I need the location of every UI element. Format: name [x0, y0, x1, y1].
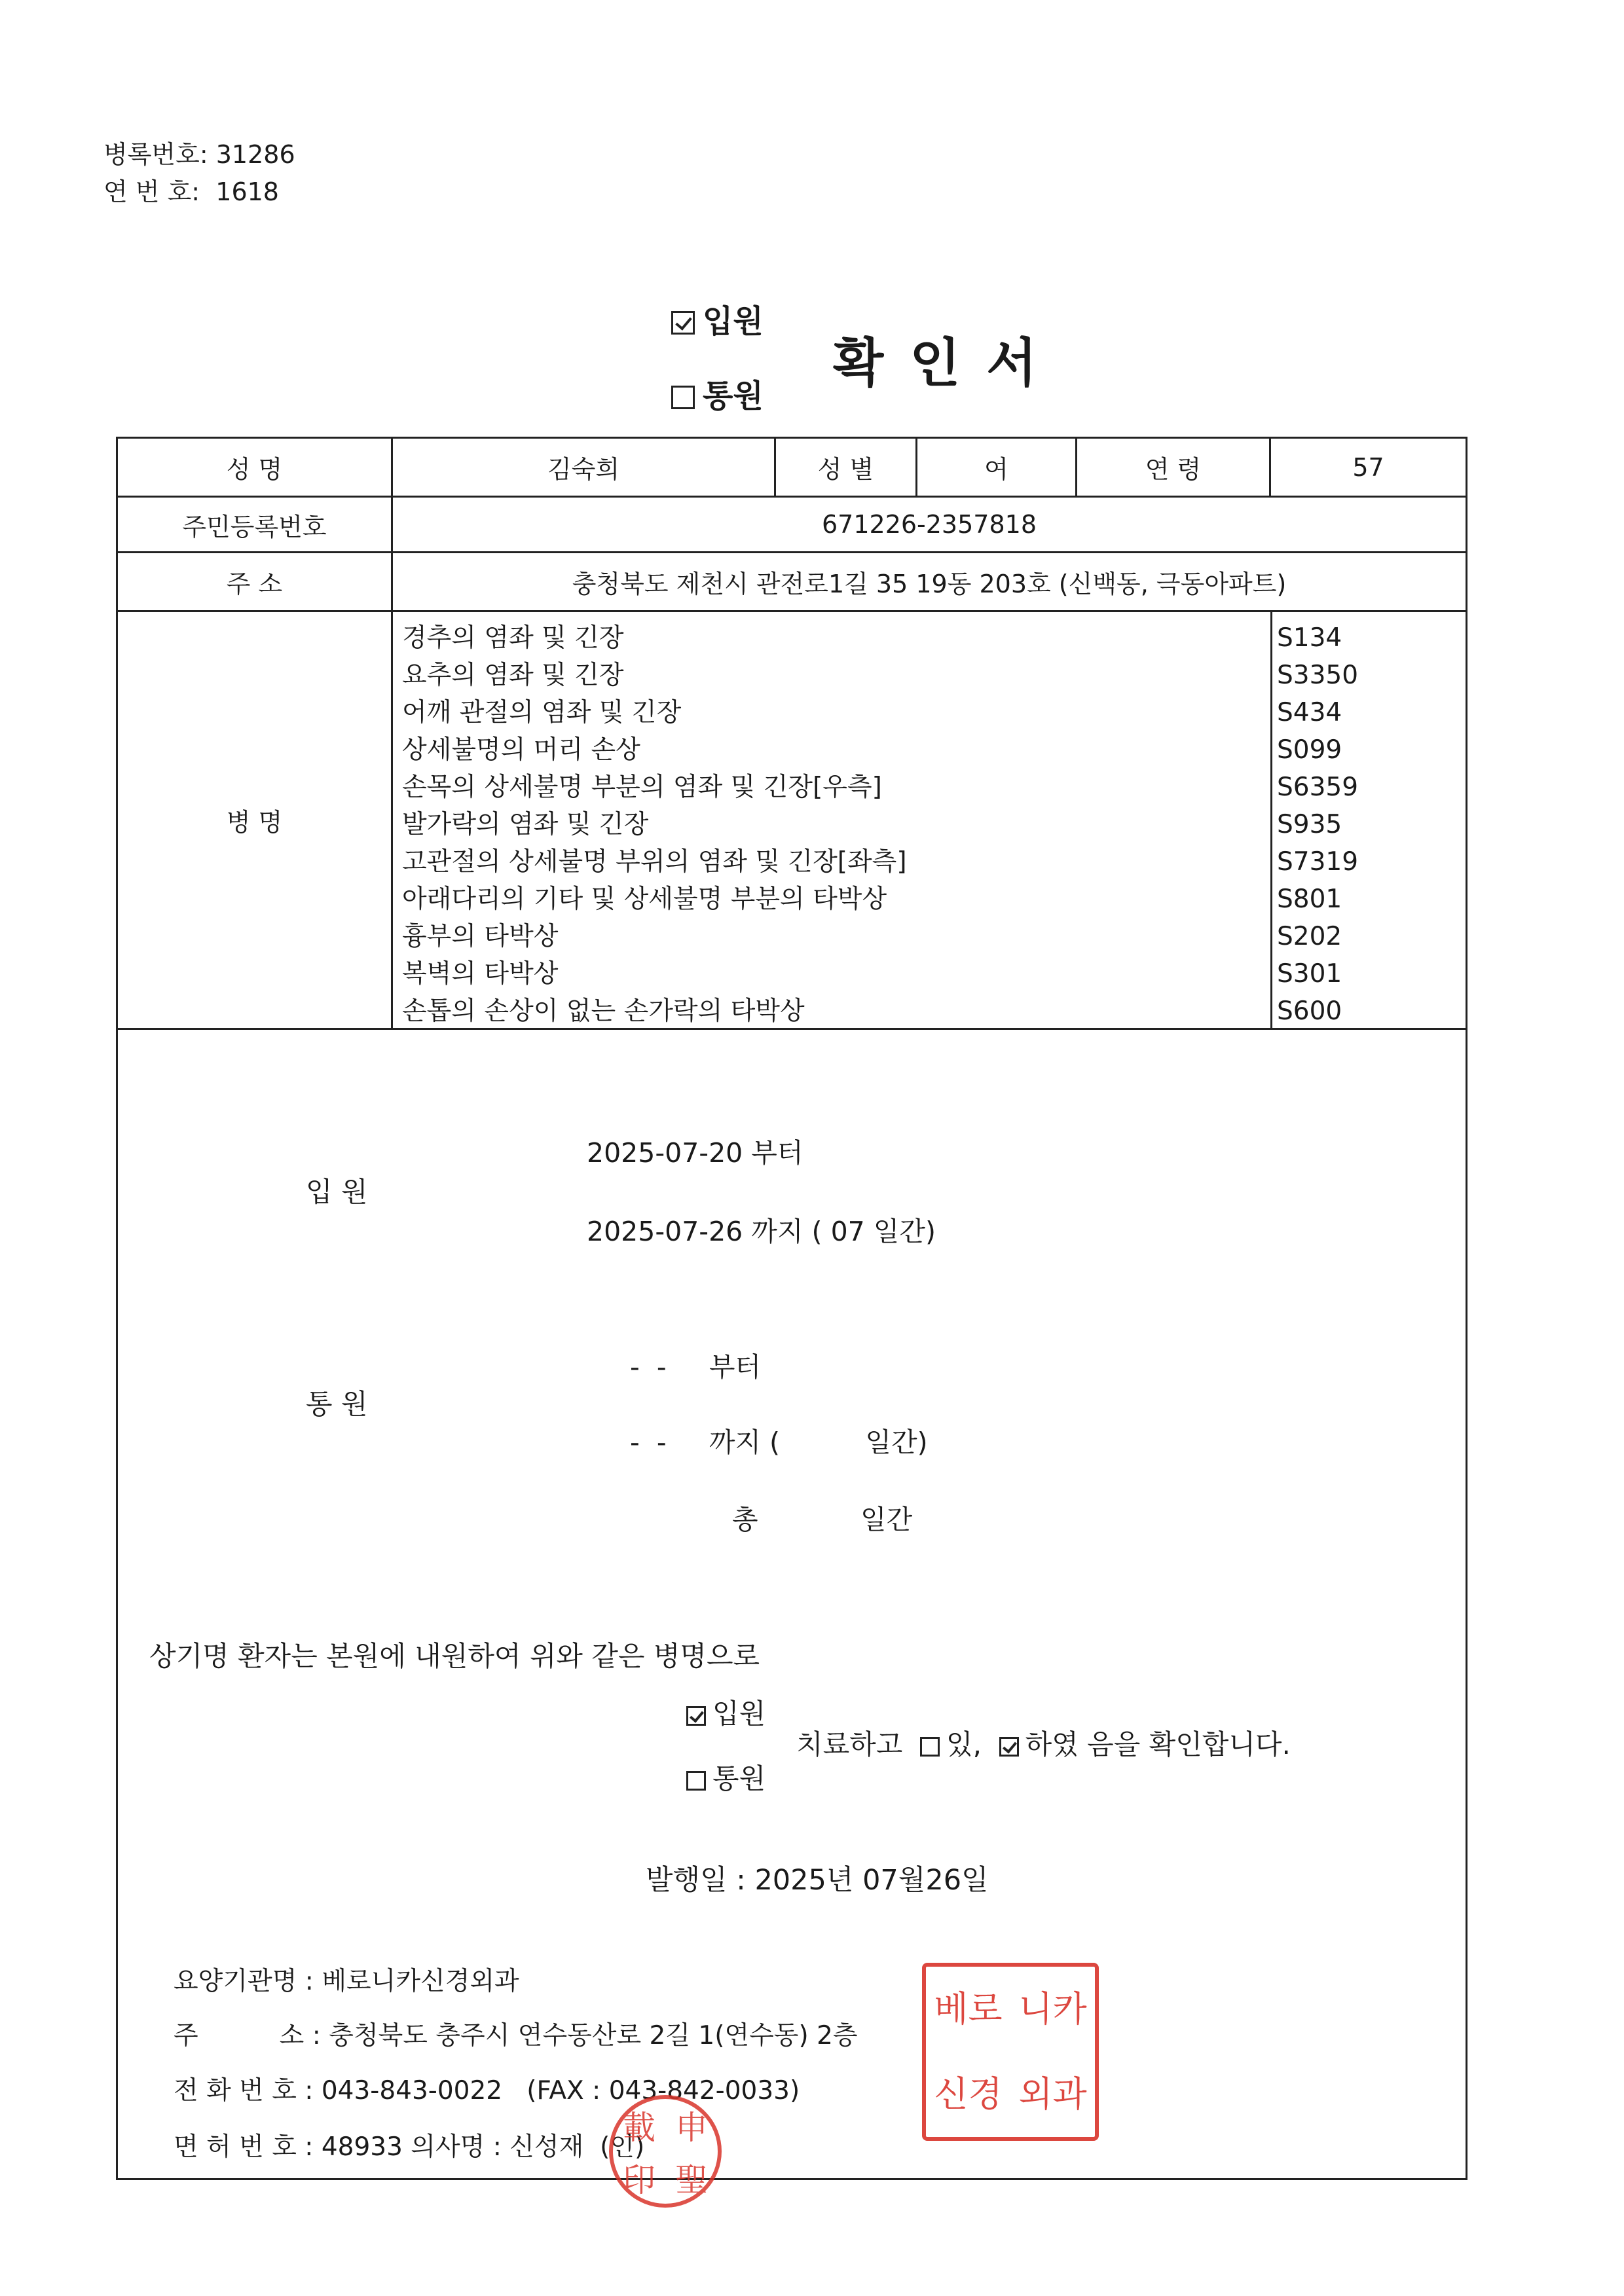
statement-option-inpatient: 입원 [686, 1692, 766, 1732]
diagnosis-code: S935 [1277, 810, 1342, 839]
diagnosis-code: S7319 [1277, 847, 1359, 877]
name-label: 성 명 [226, 455, 283, 484]
patient-sex: 여 [984, 455, 1008, 484]
clinic-name-line: 요양기관명 : 베로니카신경외과 [174, 1967, 519, 1996]
diagnosis-item: 손톱의 손상이 없는 손가락의 타박상 [402, 996, 805, 1026]
diagnosis-item: 아래다리의 기타 및 상세불명 부분의 타박상 [402, 884, 887, 914]
address-label: 주 소 [226, 570, 283, 598]
diagnosis-label: 병 명 [226, 808, 283, 837]
inpatient-to: 2025-07-26 까지 ( 07 일간) [587, 1216, 936, 1247]
age-label: 연 령 [1145, 455, 1202, 484]
statement-outpatient-checkbox [686, 1771, 706, 1791]
doctor-seal-stamp: 載 申 印 聖 [609, 2095, 722, 2208]
diagnosis-code: S099 [1277, 735, 1342, 765]
diagnosis-item: 발가락의 염좌 및 긴장 [402, 810, 649, 839]
diagnosis-code: S6359 [1277, 773, 1359, 802]
total-days: 총 일간 [732, 1504, 913, 1535]
issue-date: 발행일 : 2025년 07월26일 [646, 1864, 989, 1897]
clinic-license-line: 면 허 번 호 : 48933 의사명 : 신성재 (인) [174, 2132, 645, 2162]
outpatient-to: - - 까지 ( 일간) [630, 1427, 928, 1458]
diagnosis-item: 흉부의 타박상 [402, 922, 559, 951]
title-option-inpatient: 입원 [671, 296, 764, 341]
clinic-seal-stamp: 베로 니카 신경 외과 [922, 1963, 1099, 2141]
done-checkbox [999, 1737, 1019, 1757]
sex-label: 성 별 [817, 455, 874, 484]
outpatient-from: - - 부터 [630, 1351, 762, 1383]
statement-conclusion: 치료하고 있, 하였 음을 확인합니다. [796, 1728, 1291, 1760]
serial-number: 연 번 호: 1618 [103, 177, 279, 206]
diagnosis-item: 복벽의 타박상 [402, 959, 559, 989]
diagnosis-item: 상세불명의 머리 손상 [402, 735, 640, 765]
diagnosis-code: S3350 [1277, 661, 1359, 690]
diagnosis-item: 경추의 염좌 및 긴장 [402, 623, 624, 653]
outpatient-checkbox [671, 386, 695, 409]
clinic-phone-line: 전 화 번 호 : 043-843-0022 (FAX : 043-842-0033) [174, 2076, 800, 2105]
diagnosis-code: S801 [1277, 884, 1342, 914]
chart-number: 병록번호: 31286 [103, 140, 295, 169]
diagnosis-code: S134 [1277, 623, 1342, 653]
document-title: 확 인 서 [833, 333, 1041, 393]
diagnosis-item: 손목의 상세불명 부분의 염좌 및 긴장[우측] [402, 773, 882, 802]
diagnosis-code: S202 [1277, 922, 1342, 951]
inpatient-from: 2025-07-20 부터 [587, 1137, 803, 1169]
statement-line: 상기명 환자는 본원에 내원하여 위와 같은 병명으로 [149, 1640, 760, 1672]
diagnosis-item: 어깨 관절의 염좌 및 긴장 [402, 698, 682, 727]
inpatient-checkbox [671, 311, 695, 335]
patient-address: 충청북도 제천시 관전로1길 35 19동 203호 (신백동, 극동아파트) [572, 570, 1287, 598]
statement-inpatient-checkbox [686, 1706, 706, 1726]
diagnosis-code: S600 [1277, 996, 1342, 1026]
clinic-address-line: 주 소 : 충청북도 충주시 연수동산로 2길 1(연수동) 2층 [174, 2021, 858, 2050]
diagnosis-item: 고관절의 상세불명 부위의 염좌 및 긴장[좌측] [402, 847, 907, 877]
diagnosis-code: S301 [1277, 959, 1342, 989]
statement-option-outpatient: 통원 [686, 1757, 766, 1796]
patient-name: 김숙희 [547, 455, 620, 484]
outpatient-period-label: 통 원 [306, 1388, 368, 1420]
title-option-outpatient: 통원 [671, 371, 764, 416]
diagnosis-item: 요추의 염좌 및 긴장 [402, 661, 624, 690]
inpatient-period-label: 입 원 [306, 1176, 368, 1208]
rrn-label: 주민등록번호 [182, 512, 327, 541]
diagnosis-code: S434 [1277, 698, 1342, 727]
patient-rrn: 671226-2357818 [821, 510, 1037, 539]
patient-age: 57 [1352, 452, 1384, 482]
present-checkbox [920, 1737, 940, 1757]
